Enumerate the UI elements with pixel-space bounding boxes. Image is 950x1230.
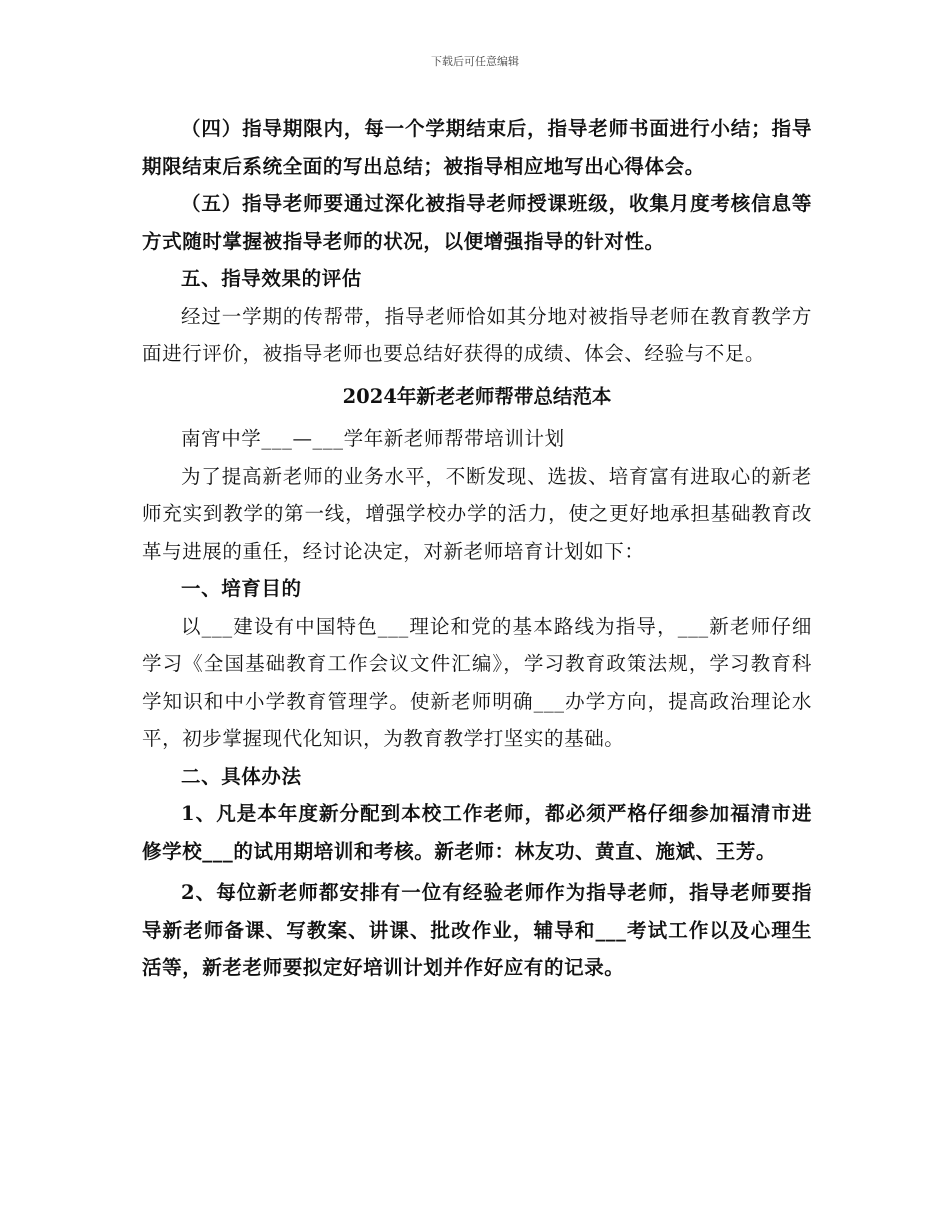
document-title: 2024年新老老师帮带总结范本 bbox=[342, 384, 612, 408]
plan-subtitle: 南宵中学___—___学年新老师帮带培训计划 bbox=[181, 427, 565, 450]
section-heading-method: 二、具体办法 bbox=[181, 764, 302, 788]
section-heading-goal: 一、培育目的 bbox=[181, 577, 302, 600]
document-body bbox=[142, 110, 812, 987]
header-note: 下载后可任意编辑 bbox=[431, 55, 519, 68]
paragraph-intro: 为了提高新老师的业务水平，不断发现、选拔、培育富有进取心的新老师充实到教学的第一线，增强学校办学的活力，使之更好地承担基础教育改革与进展的重任，经讨论决定，对新老师培育计划如下： bbox=[142, 464, 812, 563]
paragraph-method-1: 1、凡是本年度新分配到本校工作老师，都必须严格仔细参加福清市进修学校___的试用期培训和考核。新老师：林友功、黄直、施斌、王芳。 bbox=[142, 802, 812, 863]
paragraph-method-2: 2、每位新老师都安排有一位有经验老师作为指导老师，指导老师要指导新老师备课、写教案、讲课、批改作业，辅导和___考试工作以及心理生活等，新老老师要拟定好培训计划并作好应有的记录。 bbox=[142, 881, 812, 979]
paragraph-5: （五）指导老师要通过深化被指导老师授课班级，收集月度考核信息等方式随时掌握被指导老师的状况，以便增强指导的针对性。 bbox=[142, 192, 812, 253]
paragraph-goal: 以___建设有中国特色___理论和党的基本路线为指导，___新老师仔细学习《全国基础教育工作会议文件汇编》，学习教育政策法规，学习教育科学知识和中小学教育管理学。使新老师明确___办学方向，提高政治理论水平，初步掌握现代化知识，为教育教学打坚实的基础。 bbox=[142, 614, 812, 750]
paragraph-evaluation: 经过一学期的传帮带，指导老师恰如其分地对被指导老师在教育教学方面进行评价，被指导老师也要总结好获得的成绩、体会、经验与不足。 bbox=[142, 304, 812, 365]
paragraph-4: （四）指导期限内，每一个学期结束后，指导老师书面进行小结；指导期限结束后系统全面的写出总结；被指导相应地写出心得体会。 bbox=[142, 117, 812, 178]
section-heading-evaluation: 五、指导效果的评估 bbox=[181, 267, 362, 290]
